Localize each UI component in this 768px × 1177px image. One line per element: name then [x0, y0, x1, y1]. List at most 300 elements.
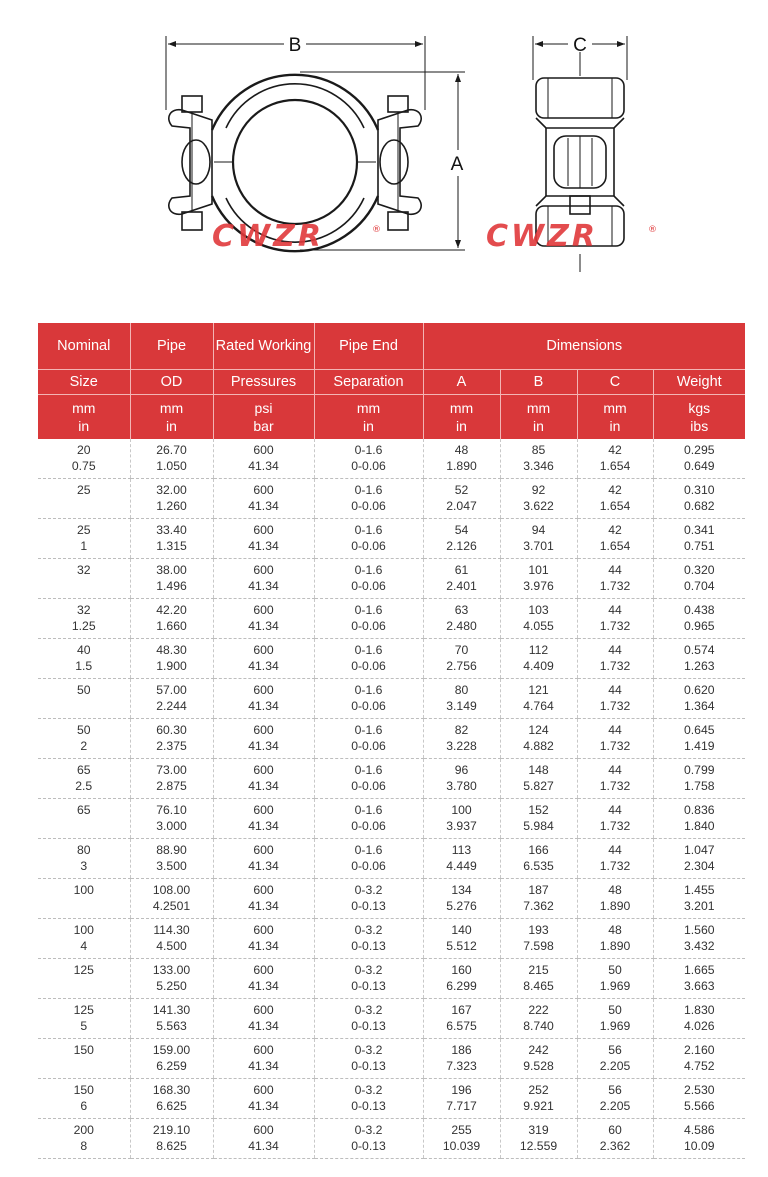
- cell-a: [423, 519, 500, 559]
- cell-weight: [653, 959, 745, 999]
- imperial-value: 1.315: [156, 538, 187, 553]
- metric-value: 92: [531, 483, 546, 497]
- watermark-left: CWZR: [212, 219, 324, 254]
- cell-c: [577, 919, 653, 959]
- cell-c: [577, 1119, 653, 1159]
- cell-pressure: [213, 1039, 314, 1079]
- imperial-value: 4.026: [684, 1018, 715, 1033]
- cell-separation: [314, 1119, 423, 1159]
- cell-size: [38, 439, 130, 479]
- imperial-value: 6: [80, 1098, 88, 1113]
- metric-value: 600: [253, 483, 274, 497]
- table-row: [38, 799, 745, 839]
- metric-value: 100: [73, 883, 94, 897]
- cell-weight: [653, 679, 745, 719]
- cell-pressure: [213, 679, 314, 719]
- cell-a: [423, 839, 500, 879]
- cell-size: [38, 799, 130, 839]
- cell-a: [423, 799, 500, 839]
- cell-c: [577, 959, 653, 999]
- metric-value: 0-1.6: [354, 843, 383, 857]
- metric-value: 44: [608, 603, 622, 617]
- specification-table: [38, 323, 745, 1159]
- unit-header-size: [38, 395, 130, 440]
- imperial-value: 41.34: [248, 538, 279, 553]
- imperial-value: 2.047: [446, 498, 477, 513]
- unit-header-od: [130, 395, 213, 440]
- metric-value: 48.30: [156, 643, 187, 657]
- metric-value: 50: [608, 963, 622, 977]
- cell-b: [500, 1079, 577, 1119]
- cell-c: [577, 999, 653, 1039]
- imperial-value: 3: [80, 858, 88, 873]
- imperial-value: 9.528: [523, 1058, 554, 1073]
- imperial-value: 0.649: [684, 458, 715, 473]
- watermark-right: CWZR: [486, 219, 598, 254]
- imperial-value: 4.764: [523, 698, 554, 713]
- imperial-value: 7.362: [523, 898, 554, 913]
- cell-separation: [314, 1079, 423, 1119]
- metric-value: 0.310: [684, 483, 715, 497]
- metric-value: 44: [608, 843, 622, 857]
- cell-size: [38, 759, 130, 799]
- metric-value: 0-3.2: [354, 923, 383, 937]
- imperial-value: 0.965: [684, 618, 715, 633]
- imperial-value: 2.401: [446, 578, 477, 593]
- imperial-value: 0-0.06: [351, 458, 386, 473]
- imperial-value: 0-0.06: [351, 778, 386, 793]
- cell-size: [38, 999, 130, 1039]
- metric-value: 600: [253, 523, 274, 537]
- cell-a: [423, 1039, 500, 1079]
- imperial-value: 9.921: [523, 1098, 554, 1113]
- cell-b: [500, 879, 577, 919]
- imperial-value: 5.827: [523, 778, 554, 793]
- cell-size: [38, 959, 130, 999]
- metric-value: 0-1.6: [354, 443, 383, 457]
- metric-value: 25: [76, 523, 91, 537]
- cell-pressure: [213, 799, 314, 839]
- header-pressures: Pressures: [213, 370, 314, 395]
- metric-value: 167: [451, 1003, 472, 1017]
- imperial-value: 6.299: [446, 978, 477, 993]
- cell-size: [38, 1039, 130, 1079]
- metric-value: 2.530: [684, 1083, 715, 1097]
- cell-weight: [653, 479, 745, 519]
- metric-value: 600: [253, 603, 274, 617]
- registered-mark-right: ®: [648, 225, 657, 235]
- metric-value: 113: [451, 843, 472, 857]
- table-row: [38, 679, 745, 719]
- imperial-value: 41.34: [248, 1058, 279, 1073]
- metric-value: 50: [76, 723, 91, 737]
- cell-pressure: [213, 919, 314, 959]
- metric-value: 1.830: [684, 1003, 715, 1017]
- header-od: OD: [130, 370, 213, 395]
- metric-value: 242: [528, 1043, 549, 1057]
- imperial-value: 5.512: [446, 938, 477, 953]
- metric-value: 70: [454, 643, 469, 657]
- imperial-value: 8.625: [156, 1138, 187, 1153]
- imperial-value: 41.34: [248, 1138, 279, 1153]
- metric-value: 1.047: [684, 843, 715, 857]
- metric-value: 42: [608, 483, 622, 497]
- coupling-drawing: [0, 0, 768, 300]
- imperial-value: 41.34: [248, 698, 279, 713]
- imperial-value: 1.496: [156, 578, 187, 593]
- imperial-value: 1.732: [599, 858, 631, 873]
- metric-value: 50: [76, 683, 91, 697]
- imperial-value: 0.704: [684, 578, 715, 593]
- metric-value: 73.00: [156, 763, 187, 777]
- header-row-1: [38, 323, 745, 370]
- cell-a: [423, 599, 500, 639]
- imperial-value: 41.34: [248, 458, 279, 473]
- cell-od: [130, 759, 213, 799]
- imperial-value: 6.575: [446, 1018, 477, 1033]
- imperial-value: 5.563: [156, 1018, 187, 1033]
- imperial-value: 6.259: [156, 1058, 187, 1073]
- cell-b: [500, 519, 577, 559]
- metric-value: 0.295: [684, 443, 715, 457]
- imperial-value: 0-0.13: [351, 978, 386, 993]
- metric-value: 96: [454, 763, 469, 777]
- cell-c: [577, 599, 653, 639]
- metric-value: 600: [253, 563, 274, 577]
- metric-value: 101: [528, 563, 549, 577]
- metric-value: 600: [253, 963, 274, 977]
- unit-top: mm: [449, 400, 474, 416]
- metric-value: 148: [528, 763, 549, 777]
- imperial-value: [38, 699, 130, 715]
- unit-bottom: ibs: [690, 418, 709, 434]
- cell-a: [423, 1119, 500, 1159]
- imperial-value: 7.598: [523, 938, 554, 953]
- imperial-value: 2.244: [156, 698, 187, 713]
- imperial-value: 41.34: [248, 938, 279, 953]
- imperial-value: 3.937: [446, 818, 477, 833]
- imperial-value: 1.890: [599, 938, 631, 953]
- cell-weight: [653, 1039, 745, 1079]
- imperial-value: 0-0.13: [351, 898, 386, 913]
- cell-b: [500, 439, 577, 479]
- metric-value: 141.30: [152, 1003, 191, 1017]
- cell-b: [500, 919, 577, 959]
- metric-value: 0-1.6: [354, 683, 383, 697]
- imperial-value: 41.34: [248, 1098, 279, 1113]
- cell-a: [423, 639, 500, 679]
- header-nominal: Nominal: [38, 323, 130, 370]
- cell-size: [38, 719, 130, 759]
- imperial-value: [38, 579, 130, 595]
- metric-value: 112: [528, 643, 549, 657]
- metric-value: 33.40: [156, 523, 187, 537]
- metric-value: 40: [76, 643, 91, 657]
- metric-value: 63: [454, 603, 469, 617]
- imperial-value: 0-0.06: [351, 498, 386, 513]
- table-row: [38, 479, 745, 519]
- imperial-value: 1.263: [684, 658, 715, 673]
- unit-top: mm: [356, 400, 381, 416]
- metric-value: 600: [253, 923, 274, 937]
- unit-bottom: in: [533, 418, 544, 434]
- imperial-value: 7.717: [446, 1098, 477, 1113]
- table-row: [38, 439, 745, 479]
- imperial-value: [38, 899, 130, 915]
- cell-a: [423, 759, 500, 799]
- cell-weight: [653, 919, 745, 959]
- metric-value: 600: [253, 1083, 274, 1097]
- imperial-value: 1.732: [599, 658, 631, 673]
- imperial-value: 6.535: [523, 858, 554, 873]
- cell-c: [577, 879, 653, 919]
- cell-b: [500, 479, 577, 519]
- cell-pressure: [213, 559, 314, 599]
- cell-separation: [314, 719, 423, 759]
- metric-value: 600: [253, 803, 274, 817]
- imperial-value: 2.375: [156, 738, 187, 753]
- imperial-value: 2.205: [599, 1058, 631, 1073]
- cell-separation: [314, 799, 423, 839]
- imperial-value: 3.701: [523, 538, 554, 553]
- imperial-value: 1.5: [75, 658, 93, 673]
- metric-value: 57.00: [156, 683, 187, 697]
- cell-weight: [653, 759, 745, 799]
- imperial-value: 8.465: [523, 978, 554, 993]
- metric-value: 186: [451, 1043, 472, 1057]
- cell-b: [500, 599, 577, 639]
- cell-size: [38, 839, 130, 879]
- cell-od: [130, 559, 213, 599]
- metric-value: 319: [528, 1123, 549, 1137]
- metric-value: 166: [528, 843, 549, 857]
- cell-od: [130, 519, 213, 559]
- imperial-value: 1: [80, 538, 88, 553]
- imperial-value: 0-0.13: [351, 1098, 386, 1113]
- dimension-b-label: B: [288, 35, 302, 56]
- imperial-value: 1.654: [599, 538, 631, 553]
- imperial-value: 2.480: [446, 618, 477, 633]
- header-c: C: [577, 370, 653, 395]
- imperial-value: 5.250: [156, 978, 187, 993]
- imperial-value: 2.756: [446, 658, 477, 673]
- metric-value: 125: [73, 963, 94, 977]
- cell-od: [130, 919, 213, 959]
- imperial-value: 1.732: [599, 698, 631, 713]
- imperial-value: 41.34: [248, 738, 279, 753]
- metric-value: 255: [451, 1123, 472, 1137]
- cell-separation: [314, 559, 423, 599]
- table-row: [38, 839, 745, 879]
- imperial-value: 41.34: [248, 578, 279, 593]
- imperial-value: 5.276: [446, 898, 477, 913]
- imperial-value: 0-0.06: [351, 858, 386, 873]
- unit-header-b: [500, 395, 577, 440]
- metric-value: 0.341: [684, 523, 715, 537]
- imperial-value: 3.622: [523, 498, 554, 513]
- imperial-value: 2.304: [684, 858, 715, 873]
- metric-value: 0.799: [684, 763, 715, 777]
- registered-mark-left: ®: [372, 225, 381, 235]
- metric-value: 600: [253, 763, 274, 777]
- metric-value: 44: [608, 563, 622, 577]
- metric-value: 88.90: [156, 843, 187, 857]
- header-dimensions: Dimensions: [423, 323, 745, 370]
- metric-value: 4.586: [684, 1123, 715, 1137]
- imperial-value: 1.25: [71, 618, 96, 633]
- imperial-value: 41.34: [248, 618, 279, 633]
- metric-value: 0-1.6: [354, 723, 383, 737]
- header-size: Size: [38, 370, 130, 395]
- metric-value: 20: [76, 443, 91, 457]
- unit-top: mm: [603, 400, 627, 416]
- metric-value: 42.20: [156, 603, 187, 617]
- metric-value: 134: [451, 883, 472, 897]
- metric-value: 94: [531, 523, 546, 537]
- metric-value: 85: [531, 443, 546, 457]
- cell-c: [577, 1039, 653, 1079]
- imperial-value: 1.419: [684, 738, 715, 753]
- metric-value: 600: [253, 843, 274, 857]
- cell-separation: [314, 599, 423, 639]
- imperial-value: 3.500: [156, 858, 187, 873]
- cell-a: [423, 679, 500, 719]
- cell-separation: [314, 999, 423, 1039]
- cell-pressure: [213, 839, 314, 879]
- imperial-value: 0-0.06: [351, 618, 386, 633]
- unit-header-pressure: [213, 395, 314, 440]
- table-row: [38, 919, 745, 959]
- imperial-value: 5.566: [684, 1098, 715, 1113]
- header-pipe: Pipe: [130, 323, 213, 370]
- cell-a: [423, 999, 500, 1039]
- unit-bottom: in: [456, 418, 467, 434]
- imperial-value: 2.5: [75, 778, 93, 793]
- unit-top: mm: [72, 400, 96, 416]
- metric-value: 600: [253, 643, 274, 657]
- imperial-value: 5.984: [523, 818, 554, 833]
- cell-pressure: [213, 1119, 314, 1159]
- cell-od: [130, 1119, 213, 1159]
- metric-value: 600: [253, 723, 274, 737]
- metric-value: 187: [528, 883, 549, 897]
- table-row: [38, 1079, 745, 1119]
- header-separation: Separation: [314, 370, 423, 395]
- imperial-value: 41.34: [248, 898, 279, 913]
- metric-value: 168.30: [152, 1083, 191, 1097]
- metric-value: 600: [253, 883, 274, 897]
- imperial-value: 0.75: [71, 458, 96, 473]
- cell-size: [38, 639, 130, 679]
- metric-value: 0-1.6: [354, 563, 383, 577]
- imperial-value: 1.969: [599, 978, 631, 993]
- cell-size: [38, 519, 130, 559]
- metric-value: 0.438: [684, 603, 715, 617]
- imperial-value: 1.654: [599, 498, 631, 513]
- cell-c: [577, 1079, 653, 1119]
- metric-value: 1.560: [684, 923, 715, 937]
- cell-c: [577, 439, 653, 479]
- imperial-value: 1.840: [684, 818, 715, 833]
- imperial-value: [38, 979, 130, 995]
- metric-value: 82: [454, 723, 469, 737]
- table-row: [38, 879, 745, 919]
- metric-value: 44: [608, 763, 622, 777]
- table-row: [38, 519, 745, 559]
- unit-bottom: in: [609, 418, 621, 434]
- imperial-value: 3.201: [684, 898, 715, 913]
- metric-value: 26.70: [156, 443, 187, 457]
- cell-a: [423, 439, 500, 479]
- cell-pressure: [213, 879, 314, 919]
- metric-value: 32: [76, 603, 91, 617]
- cell-pressure: [213, 959, 314, 999]
- header-row-2: [38, 370, 745, 395]
- metric-value: 108.00: [152, 883, 191, 897]
- imperial-value: 0-0.13: [351, 1058, 386, 1073]
- cell-weight: [653, 559, 745, 599]
- cell-weight: [653, 719, 745, 759]
- unit-bottom: in: [78, 418, 90, 434]
- metric-value: 1.665: [684, 963, 715, 977]
- table-row: [38, 639, 745, 679]
- metric-value: 0.320: [684, 563, 715, 577]
- imperial-value: 4.752: [684, 1058, 715, 1073]
- imperial-value: 3.000: [156, 818, 187, 833]
- cell-od: [130, 639, 213, 679]
- metric-value: 222: [528, 1003, 549, 1017]
- unit-header-weight: [653, 395, 745, 440]
- metric-value: 100: [451, 803, 472, 817]
- table-row: [38, 559, 745, 599]
- cell-b: [500, 959, 577, 999]
- header-weight: Weight: [653, 370, 745, 395]
- cell-b: [500, 839, 577, 879]
- imperial-value: 1.758: [684, 778, 715, 793]
- metric-value: 600: [253, 443, 274, 457]
- metric-value: 52: [454, 483, 469, 497]
- imperial-value: 0-0.13: [351, 1138, 386, 1153]
- metric-value: 196: [451, 1083, 472, 1097]
- imperial-value: 4.449: [446, 858, 477, 873]
- cell-b: [500, 759, 577, 799]
- imperial-value: 1.732: [599, 618, 631, 633]
- imperial-value: 1.050: [156, 458, 187, 473]
- metric-value: 600: [253, 683, 274, 697]
- cell-b: [500, 1039, 577, 1079]
- cell-od: [130, 679, 213, 719]
- metric-value: 32.00: [156, 483, 187, 497]
- imperial-value: 1.732: [599, 578, 631, 593]
- imperial-value: 0-0.06: [351, 738, 386, 753]
- metric-value: 1.455: [684, 883, 715, 897]
- cell-c: [577, 479, 653, 519]
- cell-od: [130, 1039, 213, 1079]
- imperial-value: 41.34: [248, 778, 279, 793]
- imperial-value: 1.364: [684, 698, 715, 713]
- metric-value: 0-3.2: [354, 1123, 383, 1137]
- cell-separation: [314, 919, 423, 959]
- cell-c: [577, 639, 653, 679]
- imperial-value: 1.900: [156, 658, 187, 673]
- unit-top: kgs: [688, 400, 711, 416]
- cell-a: [423, 879, 500, 919]
- metric-value: 42: [608, 523, 622, 537]
- metric-value: 50: [608, 1003, 622, 1017]
- metric-value: 65: [76, 763, 91, 777]
- metric-value: 100: [73, 923, 94, 937]
- metric-value: 48: [454, 443, 469, 457]
